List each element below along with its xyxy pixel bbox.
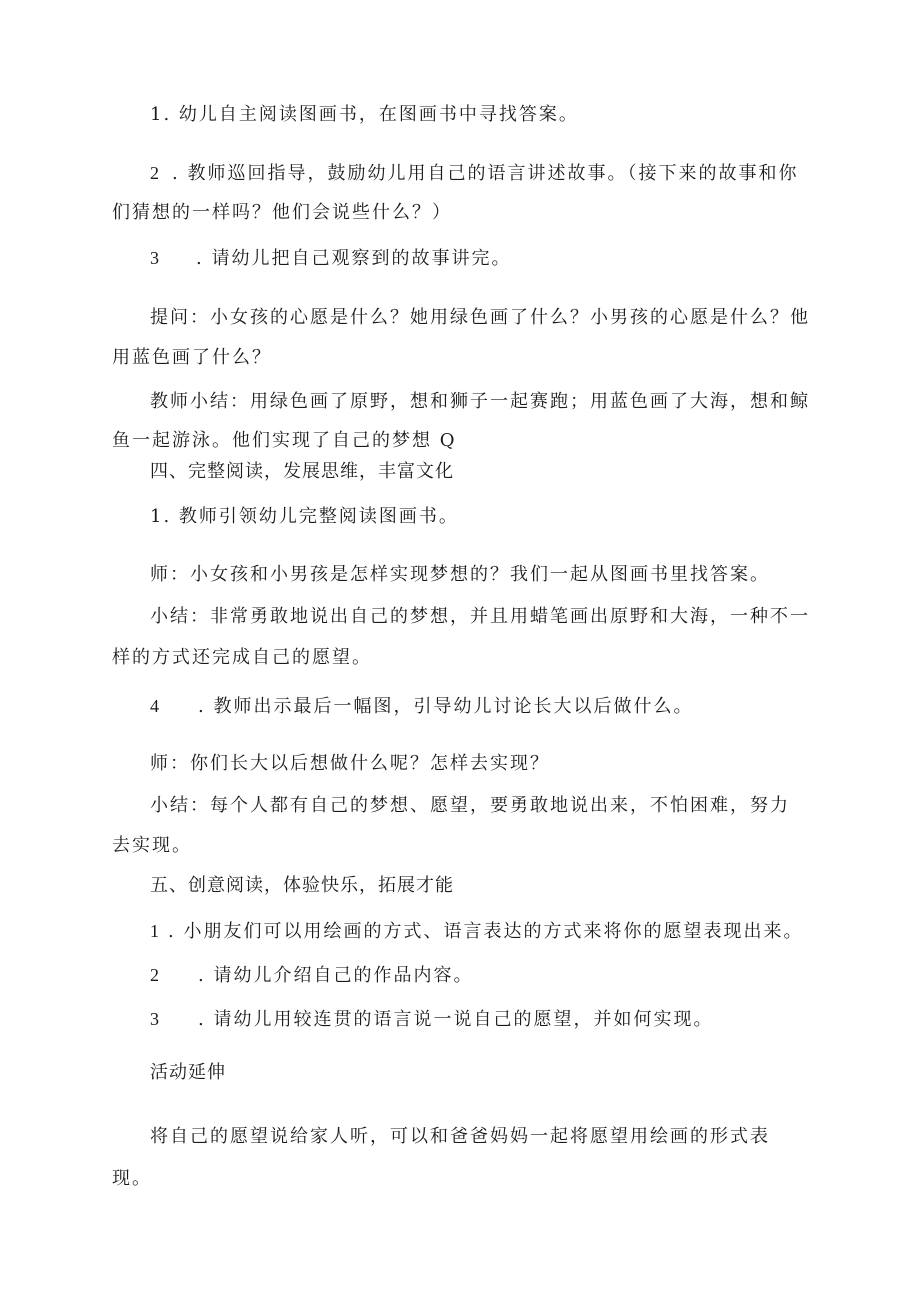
step-4-discuss: [150, 694, 693, 719]
summary-text-2-cont: 去实现。: [112, 835, 192, 856]
teacher-question: 师：小女孩和小男孩是怎样实现梦想的？我们一起从图画书里找答案。: [150, 564, 770, 585]
step-number: 3: [150, 248, 159, 268]
step-text: . 教师出示最后一幅图，引导幼儿讨论长大以后做什么。: [198, 696, 694, 717]
teacher-summary: 教师小结：用绿色画了原野，想和狮子一起赛跑；用蓝色画了大海，想和鲸: [150, 391, 810, 412]
step-text: . 小朋友们可以用绘画的方式、语言表达的方式来将你的愿望表现出来。: [168, 921, 804, 942]
step-1-read: 1. 幼儿自主阅读图画书，在图画书中寻找答案。: [150, 104, 579, 125]
step-text: . 请幼儿用较连贯的语言说一说自己的愿望，并如何实现。: [198, 1009, 714, 1030]
question-text: 提问：小女孩的心愿是什么？她用绿色画了什么？小男孩的心愿是什么？他: [150, 307, 810, 328]
activity-extension-text-cont: 现。: [112, 1168, 152, 1189]
teacher-question-2: 师：你们长大以后想做什么呢？怎样去实现？: [150, 753, 550, 774]
step-number: 1: [150, 921, 159, 941]
step-text: . 教师巡回指导，鼓励幼儿用自己的语言讲述故事。（接下来的故事和你: [172, 163, 799, 184]
step-2-guide-cont: 们猜想的一样吗？他们会说些什么？）: [112, 202, 452, 223]
step-number: 2: [150, 965, 159, 985]
section-5-step-1: [150, 919, 803, 944]
section-4-step-1: 1. 教师引领幼儿完整阅读图画书。: [150, 506, 459, 527]
step-text: . 请幼儿介绍自己的作品内容。: [198, 965, 474, 986]
step-text: . 请幼儿把自己观察到的故事讲完。: [196, 248, 512, 269]
summary-text-2: 小结：每个人都有自己的梦想、愿望，要勇敢地说出来，不怕困难，努力: [150, 795, 790, 816]
teacher-summary-cont: 鱼一起游泳。他们实现了自己的梦想 Q: [112, 430, 457, 451]
step-3-finish: [150, 246, 511, 271]
step-number: 3: [150, 1009, 159, 1029]
section-5-step-3: [150, 1007, 713, 1032]
section-5-step-2: [150, 963, 473, 988]
summary-text: 小结：非常勇敢地说出自己的梦想，并且用蜡笔画出原野和大海，一种不一: [150, 606, 810, 627]
activity-extension-heading: 活动延伸: [150, 1062, 226, 1083]
summary-text-cont: 样的方式还完成自己的愿望。: [112, 647, 372, 668]
step-2-guide: [150, 161, 798, 186]
step-number: 4: [150, 696, 159, 716]
step-number: 2: [150, 163, 159, 183]
question-text-cont: 用蓝色画了什么？: [112, 347, 272, 368]
section-4-heading: 四、完整阅读，发展思维，丰富文化: [150, 461, 454, 482]
section-5-heading: 五、创意阅读，体验快乐，拓展才能: [150, 875, 454, 896]
activity-extension-text: 将自己的愿望说给家人听，可以和爸爸妈妈一起将愿望用绘画的形式表: [150, 1126, 770, 1147]
